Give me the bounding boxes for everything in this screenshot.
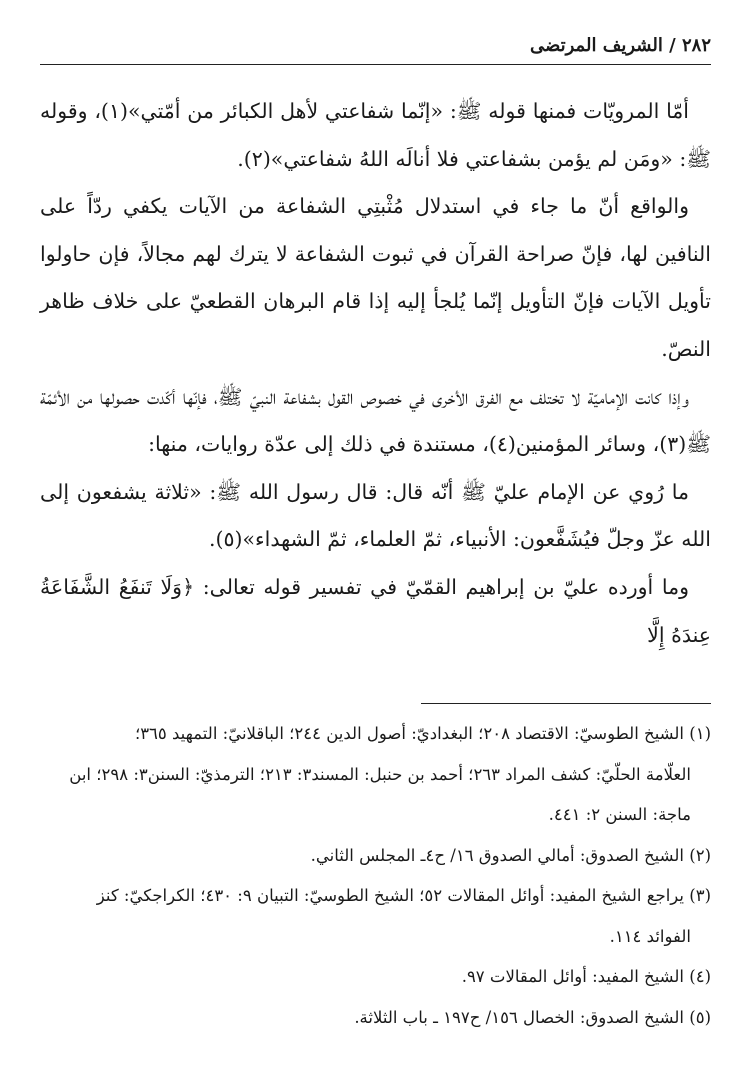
paragraph: أمّا المرويّات فمنها قوله ﷺ: «إنّما شفاعتي لأهل الكبائر من أمّتي»(١)، وقوله ﷺ: «ومَن لم يؤمن بشفاعتي فلا أنالَه اللهُ شفاعتي»(٢). bbox=[40, 99, 711, 171]
footnote: (٢) الشيخ الصدوق: أمالي الصدوق ١٦/ ح٤ـ المجلس الثاني. bbox=[310, 845, 711, 865]
footnote: (٣) يراجع الشيخ المفيد: أوائل المقالات ٥٢؛ الشيخ الطوسيّ: التبيان ٩: ٤٣٠؛ الكراجكيّ: كنز bbox=[96, 886, 711, 905]
footnote-continuation: ماجة: السنن ٢: ٤٤١. bbox=[548, 805, 691, 824]
page-header bbox=[40, 32, 711, 65]
page-number: ٢٨٢ bbox=[681, 35, 711, 56]
body-text bbox=[40, 88, 711, 659]
paragraph: وإذا كانت الإماميّة لا تختلف مع الفرق الأخرى في خصوص القول بشفاعة النبيّ ﷺ، فإنّها أكّدت حصولها من الأئمّة ﷺ(٣)، وسائر المؤمنين(٤)، مستندة في ذلك إلى عدّة روايات، منها: bbox=[40, 384, 711, 457]
header-separator: / bbox=[669, 35, 676, 56]
footnote-continuation: الفوائد ١١٤. bbox=[609, 926, 691, 946]
paragraph: ما رُوي عن الإمام عليّ ﷺ أنّه قال: قال رسول الله ﷺ: «ثلاثة يشفعون إلى الله عزّ وجلّ فيُشَفَّعون: الأنبياء، ثمّ العلماء، ثمّ الشهداء»(٥). bbox=[40, 479, 711, 552]
footnotes bbox=[40, 714, 711, 1038]
running-title: الشريف المرتضى bbox=[530, 35, 663, 56]
footnote: (٥) الشيخ الصدوق: الخصال ١٥٦/ ح١٩٧ ـ باب الثلاثة. bbox=[354, 1007, 711, 1027]
paragraph: وما أورده عليّ بن إبراهيم القمّيّ في تفسير قوله تعالى: ﴿وَلَا تَنفَعُ الشَّفَاعَةُ عِندَهُ إِلَّا bbox=[40, 574, 711, 647]
footnote-divider bbox=[421, 703, 711, 704]
footnote-continuation: العلّامة الحلّيّ: كشف المراد ٢٦٣؛ أحمد بن حنبل: المسند٣: ٢١٣؛ الترمذيّ: السنن٣: ٢٩٨؛ ابن bbox=[69, 764, 691, 784]
paragraph: والواقع أنّ ما جاء في استدلال مُثْبتِي الشفاعة من الآيات يكفي ردّاً على النافين لها، فإنّ صراحة القرآن في ثبوت الشفاعة لا يترك لهم مجالاً، فإن حاولوا تأويل الآيات فإنّ التأويل إنّما يُلجأ إليه إذا قام البرهان القطعيّ على خلاف ظاهر النصّ. bbox=[40, 194, 711, 361]
footnote: (٤) الشيخ المفيد: أوائل المقالات ٩٧. bbox=[461, 967, 711, 986]
footnote: (١) الشيخ الطوسيّ: الاقتصاد ٢٠٨؛ البغداديّ: أصول الدين ٢٤٤؛ الباقلانيّ: التمهيد ٣٦٥؛ bbox=[134, 724, 711, 743]
